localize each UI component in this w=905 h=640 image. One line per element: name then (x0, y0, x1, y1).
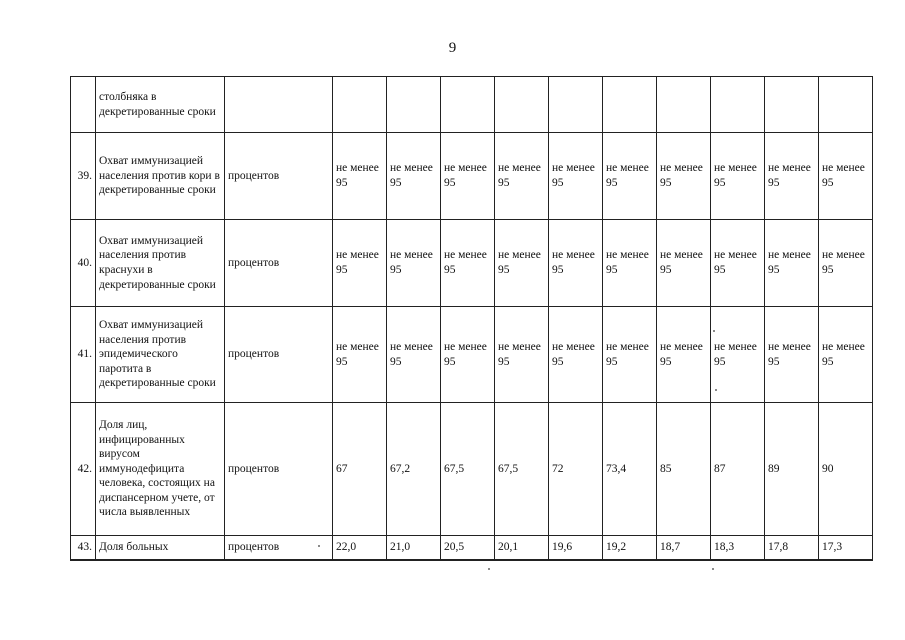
unit-cell (225, 77, 333, 133)
table-row (71, 133, 873, 220)
unit-cell: процентов (225, 403, 333, 536)
value-cell (387, 77, 441, 133)
row-number: 42. (71, 403, 96, 536)
scan-speck (488, 568, 490, 570)
table-row (71, 536, 873, 560)
value-cell: 20,5 (441, 536, 495, 560)
row-number: 39. (71, 133, 96, 220)
scan-speck (713, 330, 715, 332)
value-cell: не менее 95 (819, 220, 873, 307)
value-cell: не менее 95 (819, 133, 873, 220)
value-cell (549, 77, 603, 133)
scan-speck (318, 545, 320, 547)
value-cell (657, 77, 711, 133)
unit-cell: процентов (225, 307, 333, 403)
value-cell: не менее 95 (765, 220, 819, 307)
row-number: 43. (71, 536, 96, 560)
indicators-table (70, 76, 873, 561)
value-cell: не менее 95 (333, 220, 387, 307)
value-cell: не менее 95 (387, 307, 441, 403)
value-cell: не менее 95 (495, 133, 549, 220)
value-cell: 21,0 (387, 536, 441, 560)
indicator-name: Охват иммунизацией населения против краснухи в декретированные сроки (96, 220, 225, 307)
value-cell: не менее 95 (333, 133, 387, 220)
value-cell (495, 77, 549, 133)
value-cell: не менее 95 (387, 220, 441, 307)
value-cell: 90 (819, 403, 873, 536)
value-cell: 67,5 (495, 403, 549, 536)
indicator-name: Охват иммунизацией населения против эпидемического паротита в декретированные сроки (96, 307, 225, 403)
value-cell: не менее 95 (549, 307, 603, 403)
indicator-name: столбняка в декретированные сроки (96, 77, 225, 133)
value-cell: не менее 95 (387, 133, 441, 220)
value-cell: 85 (657, 403, 711, 536)
indicator-name: Охват иммунизацией населения против кори в декретированные сроки (96, 133, 225, 220)
value-cell: не менее 95 (657, 220, 711, 307)
value-cell: 19,2 (603, 536, 657, 560)
value-cell: 87 (711, 403, 765, 536)
value-cell (603, 77, 657, 133)
value-cell: не менее 95 (441, 133, 495, 220)
value-cell (711, 77, 765, 133)
row-number: 40. (71, 220, 96, 307)
table-row (71, 77, 873, 133)
value-cell: не менее 95 (333, 307, 387, 403)
unit-cell: процентов (225, 220, 333, 307)
scan-speck (715, 389, 717, 391)
unit-cell: процентов (225, 536, 333, 560)
value-cell: не менее 95 (603, 133, 657, 220)
page-number: 9 (448, 40, 457, 56)
table-row (71, 307, 873, 403)
value-cell: 18,7 (657, 536, 711, 560)
value-cell: не менее 95 (495, 220, 549, 307)
value-cell: не менее 95 (711, 220, 765, 307)
row-number: 41. (71, 307, 96, 403)
value-cell: не менее 95 (549, 133, 603, 220)
value-cell: 67,5 (441, 403, 495, 536)
indicator-name: Доля лиц, инфицированных вирусом иммунодефицита человека, состоящих на диспансерном учете, от числа выявленных (96, 403, 225, 536)
value-cell: не менее 95 (549, 220, 603, 307)
value-cell: 17,3 (819, 536, 873, 560)
table-row (71, 220, 873, 307)
value-cell: не менее 95 (603, 220, 657, 307)
value-cell: не менее 95 (711, 133, 765, 220)
value-cell: не менее 95 (603, 307, 657, 403)
value-cell: 22,0 (333, 536, 387, 560)
value-cell: не менее 95 (765, 133, 819, 220)
value-cell: 67,2 (387, 403, 441, 536)
value-cell: 72 (549, 403, 603, 536)
indicator-name: Доля больных (96, 536, 225, 560)
value-cell: не менее 95 (495, 307, 549, 403)
row-number (71, 77, 96, 133)
value-cell: не менее 95 (819, 307, 873, 403)
value-cell: 19,6 (549, 536, 603, 560)
value-cell: 17,8 (765, 536, 819, 560)
value-cell: 67 (333, 403, 387, 536)
value-cell (819, 77, 873, 133)
value-cell (765, 77, 819, 133)
value-cell: 18,3 (711, 536, 765, 560)
value-cell: не менее 95 (711, 307, 765, 403)
value-cell: 73,4 (603, 403, 657, 536)
value-cell: 89 (765, 403, 819, 536)
value-cell: не менее 95 (657, 133, 711, 220)
value-cell (333, 77, 387, 133)
value-cell: не менее 95 (441, 307, 495, 403)
value-cell: не менее 95 (657, 307, 711, 403)
value-cell: не менее 95 (441, 220, 495, 307)
value-cell (441, 77, 495, 133)
value-cell: не менее 95 (765, 307, 819, 403)
unit-cell: процентов (225, 133, 333, 220)
scan-speck (712, 568, 714, 570)
value-cell: 20,1 (495, 536, 549, 560)
table-row (71, 403, 873, 536)
